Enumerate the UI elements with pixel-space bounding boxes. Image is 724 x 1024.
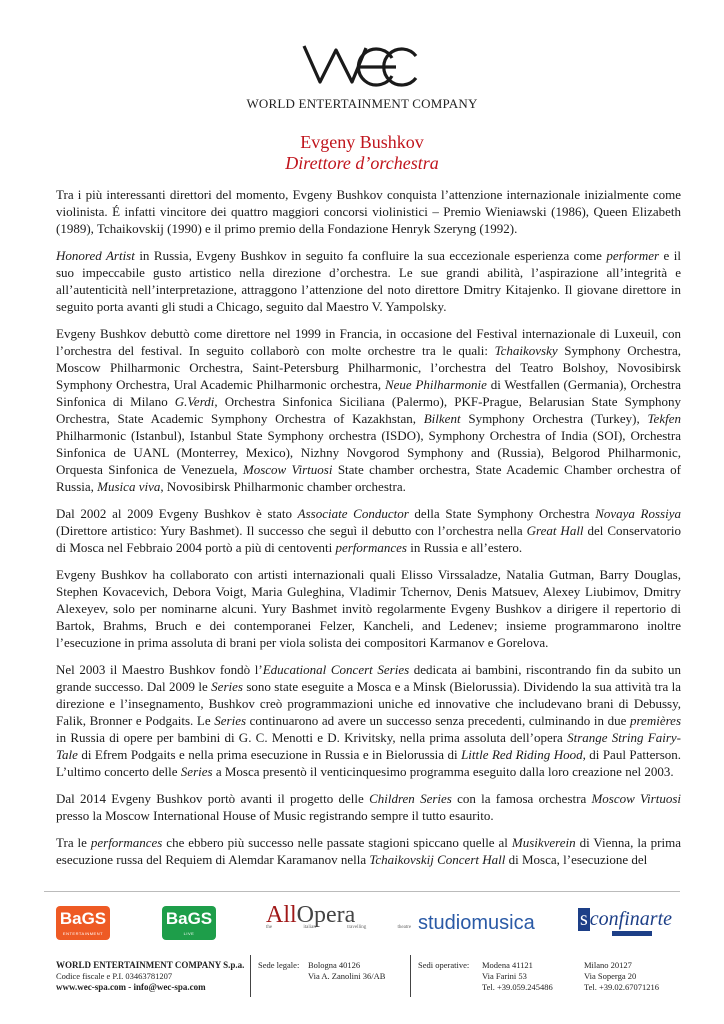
- paragraph: [56, 566, 681, 651]
- text: del Conservatorio di Mosca nel Febbraio 2004 portò a più di centoventi: [56, 523, 681, 555]
- text: Dal 2014 Evgeny Bushkov portò avanti il progetto delle: [56, 791, 370, 806]
- italic-text: Novaya Rossiya: [595, 506, 681, 521]
- italic-text: Bilkent: [423, 411, 461, 426]
- modena-city: Modena 41121: [482, 960, 533, 970]
- paragraph: [56, 790, 681, 824]
- footer-fiscal-code: Codice fiscale e P.I. 03463781207: [56, 971, 173, 981]
- text: Symphony Orchestra (Turkey),: [460, 411, 648, 426]
- paragraph: [56, 325, 681, 495]
- text: sono state eseguite a Mosca e a Minsk (Bielorussia). Dividendo la sua attività tra la direzione e l’insegnamento, Bushkov creò programmazioni uniche ed innovative che includevano brani di Debussy, Falik, Bronner e Podgaits. Le: [56, 679, 682, 728]
- logo-subtext: ENTERTAINMENT: [62, 931, 104, 936]
- milano-street: Via Soperga 20: [584, 971, 637, 981]
- text: di Paul Patterson. L’ultimo concerto delle: [56, 747, 682, 779]
- allopera-logo: [266, 902, 411, 930]
- italic-text: Tchaikovsky: [494, 343, 558, 358]
- text: Evgeny Bushkov ha collaborato con artisti internazionali quali Elisso Virssaladze, Natalia Gutman, Barry Douglas, Stephen Kovacevich, Debora Voigt, Maria Guleghina, Vladimir Tchernov, Denis Matsuev, Alexey Liubimov, Dmitry Alexeyev, solo per nominarne alcuni. Yury Bashmet invitò regolarmente Evgeny Bushkov a dirigere il repertorio di Bartok, Brahms, Bruch e dei contemporanei Felzer, Kancheli, and Ledenev; insieme programmarono inoltre l’esecuzione in prima assoluta di brani per viola solista dei compositori Karmanov e Gorelova.: [56, 567, 681, 650]
- paragraph: [56, 186, 681, 237]
- text: (Direttore artistico: Yury Bashmet). Il successo che seguì il debutto con l’orchestra nella: [56, 523, 527, 538]
- text: continuarono ad avere un successo senza precedenti, culminando in due: [246, 713, 630, 728]
- legal-city: Bologna 40126: [308, 960, 361, 970]
- footer-legal-address: [308, 960, 385, 982]
- text: , Orchestra Sinfonica Siciliana (Palermo), PKF-Prague, Belarusian State Symphony Orchestra, State Academic Symphony Orchestra of Kazakhstan,: [56, 394, 681, 426]
- logo-text: confinarte: [589, 908, 673, 930]
- text: Dal 2002 al 2009 Evgeny Bushkov è stato: [56, 506, 298, 521]
- footer-legal-label: Sede legale:: [258, 960, 300, 970]
- text: in Russia di opere per bambini di G. C. Menotti e D. Krivitsky, nella prima assoluta dell’opera: [56, 730, 568, 745]
- text: Philharmonic (Istanbul), Istanbul State Symphony orchestra (ISDO), Symphony Orchestra of India (SOI), Orchestra Sinfonica de UANL (Monterrey, Mexico), Nizhny Novgorod Symphony and (Russia), Belgorod Philharmonic, Orquesta Sinfonica de Venezuela,: [56, 428, 681, 477]
- document-title: [0, 132, 724, 174]
- footer-company-name: WORLD ENTERTAINMENT COMPANY S.p.a.: [56, 960, 245, 970]
- legal-street: Via A. Zanolini 36/AB: [308, 971, 386, 981]
- italic-text: Honored Artist: [56, 248, 135, 263]
- text: che ebbero più successo nelle passate stagioni spiccano quelle al: [162, 835, 512, 850]
- logo-subtext: the italian travelling theatre: [266, 925, 412, 930]
- footer-milano-address: [584, 960, 659, 993]
- text: Tra le: [56, 835, 91, 850]
- artist-name: Evgeny Bushkov: [300, 132, 424, 152]
- text: di Vienna, la prima esecuzione russa del Requiem di Alemdar Karamanov nella: [56, 835, 682, 867]
- wec-logo: [300, 36, 420, 92]
- paragraph: [56, 505, 681, 556]
- italic-text: Neue Philharmonie: [384, 377, 487, 392]
- artist-role: Direttore d’orchestra: [285, 153, 439, 173]
- text: della State Symphony Orchestra: [408, 506, 596, 521]
- modena-street: Via Farini 53: [482, 971, 527, 981]
- text: in Russia, Evgeny Bushkov in seguito fa confluire la sua eccezionale esperienza come: [134, 248, 607, 263]
- text: Evgeny Bushkov debuttò come direttore nel 1999 in Francia, in occasione del Festival internazionale di Luxeuil, con l’orchestra del festival. In seguito collaborò con molte orchestre tra le quali:: [56, 326, 681, 358]
- text: di Mosca, l’esecuzione del: [505, 852, 648, 867]
- text: State chamber orchestra, State Academic Chamber orchestra of Russia,: [56, 462, 681, 494]
- footer-modena-address: [482, 960, 553, 993]
- italic-text: Associate Conductor: [297, 506, 409, 521]
- text: a Mosca presentò il venticinquesimo programma eseguito dalla loro creazione nel 2003.: [212, 764, 674, 779]
- italic-text: G.Verdi: [174, 394, 215, 409]
- text: e il suo impeccabile gusto artistico nella direzione d’orchestra. Le sue grandi abilità, l’aspirazione all’integrità e all’autenticità nell’interpretazione, attraggono l’attenzione del noto direttore Dmitry Kitajenko. Il giovane direttore in seguito porta avanti gli studi a Chicago, seguito dal Maestro V. Yampolsky.: [56, 248, 681, 314]
- italic-text: Musica viva: [97, 479, 161, 494]
- logo-text: BaGS: [165, 909, 213, 928]
- italic-text: Moscow Virtuosi: [591, 791, 681, 806]
- text: Tra i più interessanti direttori del momento, Evgeny Bushkov conquista l’attenzione internazionale inizialmente come violinista. É infatti vincitore dei quattro maggiori concorsi violinistici – Premio Wieniawski (1986), Queen Elizabeth (1989), Tchaikovskij (1990) e il primo premio della Fondazione Henryk Szeryng (1992).: [56, 187, 681, 236]
- logo-bar: [612, 931, 652, 936]
- text: di Efrem Podgaits e nella prima esecuzione in Russia e in Bielorussia di: [77, 747, 462, 762]
- italic-text: Tchaikovskij Concert Hall: [369, 852, 506, 867]
- logo-text: Opera: [296, 902, 356, 928]
- bags-entertainment-logo: [56, 906, 110, 940]
- italic-text: performances: [90, 835, 163, 850]
- text: , Novosibirsk Philharmonic chamber orchestra.: [160, 479, 406, 494]
- paragraph: [56, 247, 681, 315]
- text: dedicata ai bambini, riscontrando fin da subito un grande successo. Dal 2009 le: [56, 662, 682, 694]
- logo-text: s: [580, 908, 588, 930]
- text: Symphony Orchestra, Moscow Philharmonic Orchestra, Saint-Petersburg Philharmonic, l’orchestra del Teatro Bolshoy, Novosibirsk Symphony Orchestra, Ural Academic Philharmonic orchestra,: [56, 343, 681, 392]
- milano-city: Milano 20127: [584, 960, 632, 970]
- italic-text: Series: [211, 679, 243, 694]
- italic-text: premières: [629, 713, 682, 728]
- text: Nel 2003 il Maestro Bushkov fondò l’: [56, 662, 263, 677]
- italic-text: Children Series: [369, 791, 452, 806]
- italic-text: Series: [214, 713, 247, 728]
- paragraph: [56, 834, 681, 868]
- biography-text: [56, 186, 681, 878]
- text: in Russia e all’estero.: [406, 540, 523, 555]
- text: di Westfallen (Germania), Orchestra Sinfonica di Milano: [56, 377, 681, 409]
- logo-text: BaGS: [59, 909, 107, 928]
- italic-text: performances: [335, 540, 407, 555]
- footer-divider: [44, 891, 680, 892]
- italic-text: Great Hall: [526, 523, 584, 538]
- italic-text: Little Red Riding Hood,: [461, 747, 586, 762]
- logo-subtext: LIVE: [183, 931, 195, 936]
- italic-text: Musikverein: [511, 835, 576, 850]
- footer-divider-1: [250, 955, 251, 997]
- footer-company: [56, 960, 244, 993]
- italic-text: Moscow Virtuosi: [242, 462, 333, 477]
- sconfinarte-logo: [578, 908, 672, 936]
- studiomusica-logo: studiomusica: [418, 912, 535, 934]
- italic-text: Educational Concert Series: [262, 662, 410, 677]
- italic-text: Strange String Fairy-Tale: [56, 730, 682, 762]
- italic-text: Series: [180, 764, 213, 779]
- milano-phone: Tel. +39.02.67071216: [584, 982, 660, 992]
- partner-logos: [0, 902, 724, 952]
- logo-text: All: [266, 902, 297, 928]
- modena-phone: Tel. +39.059.245486: [482, 982, 553, 992]
- italic-text: performer: [606, 248, 660, 263]
- footer-divider-2: [410, 955, 411, 997]
- footer-ops-label: Sedi operative:: [418, 960, 470, 970]
- text: con la famosa orchestra: [451, 791, 592, 806]
- italic-text: Tekfen: [647, 411, 681, 426]
- footer-contacts[interactable]: www.wec-spa.com - info@wec-spa.com: [56, 982, 206, 992]
- bags-live-logo: [162, 906, 216, 940]
- paragraph: [56, 661, 681, 780]
- company-name: WORLD ENTERTAINMENT COMPANY: [246, 96, 478, 111]
- text: presso la Moscow International House of Music registrando sempre il tutto esaurito.: [56, 808, 494, 823]
